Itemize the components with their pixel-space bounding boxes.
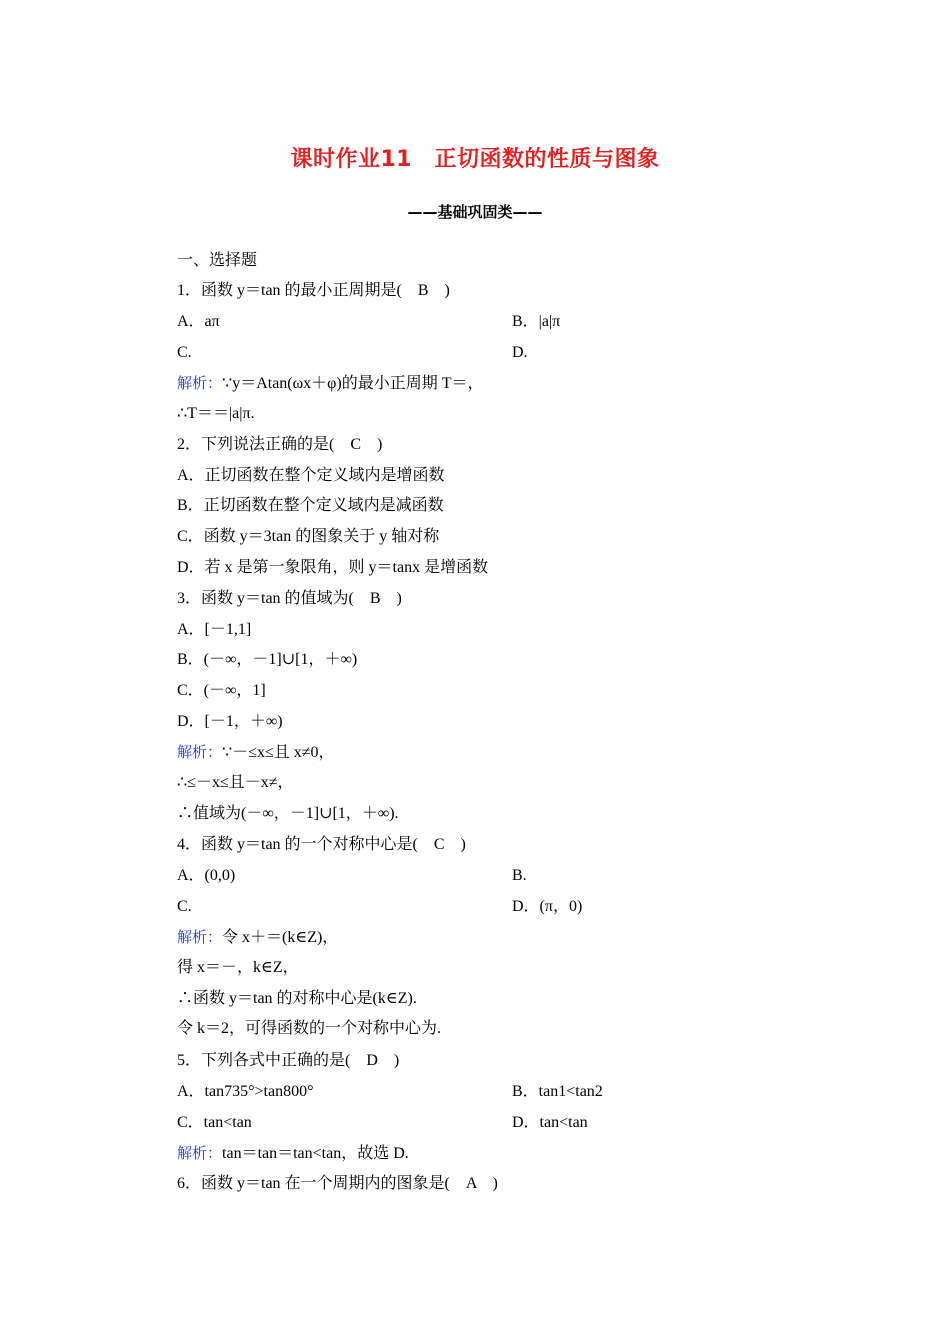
q3-solution-line-2: ∴≤－x≤且－x≠， <box>177 774 294 791</box>
q4-option-d: D．(π，0) <box>512 898 583 915</box>
q1-option-d: D. <box>512 344 528 361</box>
q3-option-a: A．[－1,1] <box>177 621 252 638</box>
solution-label: 解析： <box>177 743 223 761</box>
question-2: 2．下列说法正确的是( C ) <box>177 436 383 453</box>
question-1: 1．函数 y＝tan 的最小正周期是( B ) <box>177 282 450 299</box>
q1-option-b: B．|a|π <box>512 313 561 330</box>
question-6: 6．函数 y＝tan 在一个周期内的图象是( A ) <box>177 1175 498 1192</box>
q2-option-a: A．正切函数在整个定义域内是增函数 <box>177 467 445 484</box>
q3-option-c: C．(－∞，1] <box>177 682 266 699</box>
q3-solution-line <box>177 742 335 763</box>
q4-solution-line-4: 令 k＝2，可得函数的一个对称中心为. <box>177 1020 442 1037</box>
page-title: 课时作业11 正切函数的性质与图象 <box>290 147 660 172</box>
section-heading: 一、选择题 <box>177 252 258 269</box>
q5-option-d: D．tan<tan <box>512 1114 588 1131</box>
q3-option-d: D．[－1，＋∞) <box>177 713 283 730</box>
solution-label: 解析： <box>177 928 223 946</box>
q4-solution-line-3: ∴函数 y＝tan 的对称中心是(k∈Z). <box>177 990 417 1007</box>
q3-solution-text: ∵－≤x≤且 x≠0， <box>222 744 335 761</box>
q2-option-d: D．若 x 是第一象限角，则 y＝tanx 是增函数 <box>177 559 489 576</box>
q4-option-c: C. <box>177 898 192 915</box>
q1-option-c: C. <box>177 344 192 361</box>
q3-solution-line-3: ∴值域为(－∞，－1]∪[1，＋∞). <box>177 805 399 822</box>
q3-option-b: B．(－∞，－1]∪[1，＋∞) <box>177 651 358 668</box>
q5-option-c: C．tan<tan <box>177 1114 252 1131</box>
q4-option-b: B. <box>512 867 527 884</box>
q1-option-a: A．aπ <box>177 313 220 330</box>
q2-option-c: C．函数 y＝3tan 的图象关于 y 轴对称 <box>177 528 440 545</box>
q5-solution-line <box>177 1143 409 1164</box>
question-5: 5．下列各式中正确的是( D ) <box>177 1052 400 1069</box>
q5-solution-text: tan＝tan＝tan<tan，故选 D. <box>222 1145 409 1162</box>
q2-option-b: B．正切函数在整个定义域内是减函数 <box>177 497 444 514</box>
question-3: 3．函数 y＝tan 的值域为( B ) <box>177 590 402 607</box>
q4-option-a: A．(0,0) <box>177 867 236 884</box>
q4-solution-text: 令 x＋＝(k∈Z)， <box>222 929 339 946</box>
solution-label: 解析： <box>177 1144 223 1162</box>
section-subtitle: ——基础巩固类—— <box>407 203 543 221</box>
solution-label: 解析： <box>177 374 223 392</box>
q1-solution-line-2: ∴T＝＝|a|π. <box>177 405 255 422</box>
question-4: 4．函数 y＝tan 的一个对称中心是( C ) <box>177 836 466 853</box>
q5-option-a: A．tan735°>tan800° <box>177 1083 314 1100</box>
q4-solution-line-2: 得 x＝－，k∈Z， <box>177 959 299 976</box>
q5-option-b: B．tan1<tan2 <box>512 1083 603 1100</box>
q4-solution-line <box>177 927 338 948</box>
q1-solution-text: ∵y＝Atan(ωx＋φ)的最小正周期 T＝， <box>222 375 484 392</box>
q1-solution-line <box>177 373 484 394</box>
